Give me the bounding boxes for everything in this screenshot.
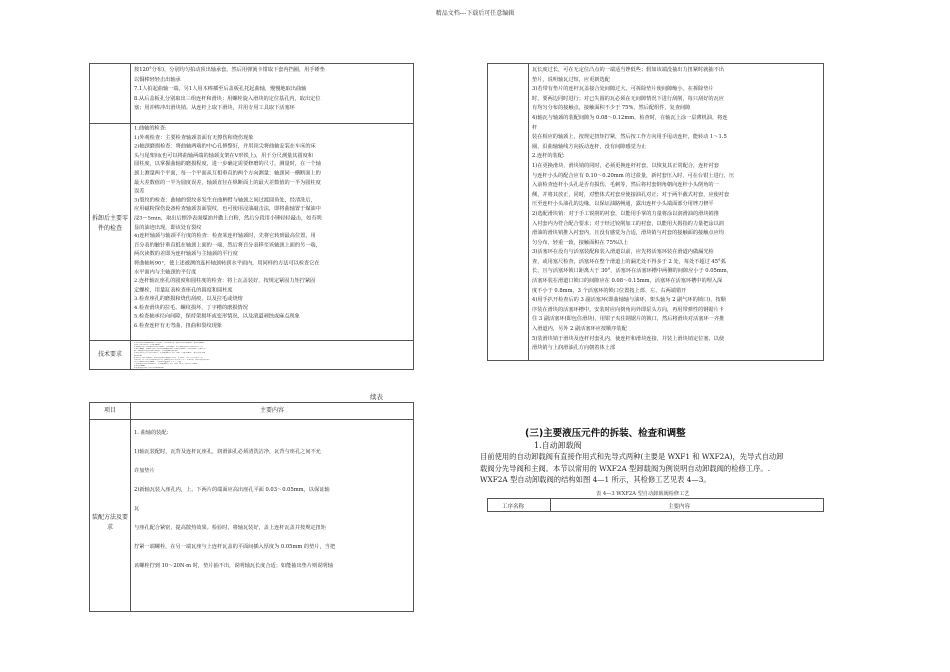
para-line: 目前使用的自动卸载阀有直接作用式和先导式两种(主要是 WXF1 和 WXF2A)，先导式自动卸 [480,452,784,461]
text-line: 百分表的触针垂直抵在轴颈上面的一端，然后将百分表移至该轴颈上面的另一端， [134,242,321,249]
text-line: 4)轴瓦与轴颈的装配间隙为 0.08～0.12mm，检查时，在轴瓦上涂一层薄机油，将连 [532,114,728,121]
text-line: 时，要两边同时进行；对已失圆的瓦必须在无间隙情况下进行刮削，每只刮好的瓦应 [532,95,724,102]
text-line: 水平面内与主轴颈的平行度 [134,269,197,276]
text-line: 4.检查滑块的拉毛、螺纹损坏，丁字槽的磨损情况 [134,305,248,311]
text-line: 2.连杆的装配: [532,153,565,160]
text-line: 住 3 副活塞环(即包住滑块)，用钳子夹住钢锯片的锁口，然后将滑块对活塞环一齐推 [532,316,725,323]
text-line: 5.检查轴承径向间隙，保持架损坏或变形情况，以及滚道剥蚀或麻点现象 [134,314,300,320]
row-check-label: 拆卸后主要零件的检查 [92,215,128,232]
text-line: 3.连杆的孔育应光滑无斑点，表面粗糙度不低于 Ra，且磨性适宜，会放表面无裂 [134,352,206,355]
text-line: 6.滑块的表面应无拉毛或烧蚀现象 [134,367,164,369]
text-line: 2)轴颈磨损检查：将曲轴两端的中心孔修整好，并用顶尖将曲轴安装在车床的床 [134,143,316,150]
text-line: 度不小于 0.8mm，3 个活塞环的锁口位置按上部、左、右两端错开 [532,287,687,294]
page-header: 精品文档---下载后可任意编辑 [435,10,515,17]
text-line: 误差 [134,188,145,195]
text-line: 序装在滑块的活塞环槽中，安装时应向倒角向外即泵头方向，再用带弹性的钢锯片卡 [532,306,724,313]
text-line: 0.03%；在与此平面垂直的方面，轴线的平行度误差不大于 0.06%，座孔的圆度和圆 [134,358,210,361]
assembly-content [134,424,412,609]
text-line: 瓦长度过长，可在无定位凸点的一端适当锉低些；假如该端没抽出力扭紧时就抽不出 [532,67,724,73]
text-line: 2.曲轴表面不得有裂纹和明显痕迹，其主轴颈、连杆轴颈的圆度和圆柱度不大于 [134,346,204,349]
assembly-label: 装配方法及要求 [92,514,128,531]
text-line: 磨，曲轴的过渡圆角必须圆滑，表面粗糙度是 Ra [134,350,178,353]
text-line: 与连杆小头的配合应有 0.10～0.20mm 的过盈量，新衬套压入时，可在台钳上进行，压 [532,172,735,179]
row-check-content [134,125,412,339]
text-line: 该螺栓拧到 10～20N·m 时，垫片抽不出，说明轴瓦长度合适；如能抽出垫片则说明轴 [134,563,333,569]
right-table-col-divider [528,64,529,360]
text-line: 两次读数的差即为连杆轴颈与主轴颈的平行度 [134,251,238,258]
text-line: 1.检修时所有轴承座圈上应更换，复用时必须严格检查内外圈滚道，滚柱或钢球 [134,342,204,344]
section-paragraph [480,451,860,486]
text-line: 最大差数值的一半为圆度误差，轴颈直径在纵断面上的最大差数值的一半为圆柱度 [134,179,321,186]
row-tech-label: 技术要求 [97,351,122,358]
text-line: 1. 曲轴的装配: [134,430,169,436]
text-line: 与座孔配合紧密，提高散热效果。检验时，将轴瓦装好，盖上连杆瓦盖并按规定扭矩 [134,525,326,531]
text-line: 8.从后盖板孔分别取出三组连杆和滑块；用螺栓旋入滑块的定位基孔内，取出定位 [134,95,321,102]
text-line: 许加垫片 [134,468,155,474]
text-line: 杆 [532,124,538,131]
text-line: 0.0025mm [134,365,145,368]
right-table-content [532,66,822,360]
text-line: 侧，并将其放正，同时，对整体式衬套应使接油孔对正；对于两半截式衬套，应使衬套 [532,191,730,198]
mini-col-content: 主要内容 [668,504,691,510]
mini-table [487,498,824,512]
text-line: 活塞环装在滑道口锁口的间隙应在 0.08～0.15mm，活塞环在活塞环槽中的埋入深 [532,278,723,285]
text-line: 6.检查连杆有无弯曲、扭曲和裂纹现象 [134,323,222,329]
lower-table [89,402,414,612]
text-line: 0.025mm，对轴颈表面上稍有微细裂纹需经光磨修消除时，应按修理尺寸进行光 [134,348,206,351]
text-line: 头与尾架间(也可以将曲轴两端的轴颈支架在V形铁上)，用千分尺测量其圆度和 [134,152,313,159]
text-line: 3.检查座孔的磨损和烧伤刮痕，以及拉毛或烧熔 [134,296,243,302]
text-line: 定螺栓，用量缸表检查座孔的圆度和圆柱度 [134,287,233,294]
row-tech-content [134,342,412,369]
text-line: 5)装滑块销于滑块及连杆衬套孔内，使连杆和滑块连接，并装上滑块销定位塞，以使 [532,335,725,342]
row-divider [90,340,413,341]
continued-label: 续表 [370,393,383,401]
text-line: 2)选配滑块销：对于手工锐削的衬套，以能用手掌的力量将涂以润滑油的滑块销推 [532,210,719,217]
text-line: 塞；用冲棒冲出滑块销。从连杆上取下滑块，并用专用工具取下活塞环 [134,105,295,112]
text-line: 入前检查连杆小头孔是否有损伤、毛刺等，然后将衬套倒角朝向连杆小头倒角的一 [532,182,719,189]
text-line: 3)裂纹的检查：曲轴的裂纹多发生在曲柄臂与轴颈之间过渡圆角处，经清洗后， [134,197,316,204]
text-line: 显的油迹出现，即该处有裂纹 [134,224,202,231]
text-line: 颈上测量两个平面，每一个平面从互相垂直的两个方向测量：轴颈同一横断面上的 [134,170,321,177]
col-header-content: 主要内容 [259,407,284,414]
text-line: 4)连杆轴颈与轴颈平行度的检查：检查某连杆轴颈时，先将它转到最高位置，用 [134,233,316,240]
col-header-item: 项目 [103,407,116,414]
right-table [487,63,824,361]
text-line: 滑油的滑块销推入衬套内，且没有感觉为合适，滑块销与衬套的接触面的接触点应均 [532,230,724,237]
text-line: 5.滑块销表面无锈蚀斑点，表面粗糙度不低于 Ra，圆度，圆柱度不超过 [134,362,198,365]
text-line: 按120°分布)，分别均匀拍动顶出轴承套。然后用弹簧卡钳取下套内挡圈，用手锤垫 [134,67,325,73]
para-line: WXF2A 型自动卸载阀的结构如图 4—1 所示，其检修工艺见表 4—3。 [480,475,711,485]
text-line: 7.1人拍起曲轴一端，另1人用木棒插至后盖板孔托起曲轴，慢慢地取出曲轴 [134,86,307,93]
text-line: 垫片，说明轴瓦过短，应更新选配 [532,76,610,83]
text-line: 将曲轴转90°，使上述被测的连杆轴颈转到水平面内，用同样的方法可以检查它在 [134,260,320,267]
table-caption: 表 4—3 WXF2A 型自动卸载阀检修工艺 [596,491,690,497]
text-line: 1.曲轴的检查: [134,125,167,132]
text-line: 浸3～5min，取出后擦净表面煤油并撒上白粉，然后分段用小锤轻轻敲击，如有明 [134,215,322,222]
text-line: 3)活塞环在没有与活塞装配和装入滑道以前，应先将活塞环装在滑道内做漏光检 [532,249,714,256]
text-line: 柱度不超过 0.025mm，三组连杆重量差不大于 75g [134,360,181,363]
text-line: 应用磁粉探伤设备检查轴颈表面裂纹，也可使用浸油敲击法，即将曲轴置于煤油中 [134,206,321,213]
text-line: 表面不得有擦伤、点蚀等缺陷 [134,344,161,347]
para-line: 载阀分先导阀和主阀。本节以常用的 WXF2A 型卸载阀为例说明自动卸载阀的检修工序。. [480,463,771,473]
header-divider [90,419,413,420]
text-line: 4.连杆不得出现裂纹，连杆两端座孔轴线应在同一平面内，其平行度误差不大于 [134,356,204,359]
text-line: 长，且与活塞环锁口距离大于 30°，活塞环在活塞环槽中两侧的间隙应小于 0.05mm， [532,268,732,275]
text-line: 缝和砂眼 [134,354,143,357]
text-line: 1)轴瓦装配时，瓦背及连杆瓦座孔，润滑油孔必须清洗洁净，瓦背与座孔之间不允 [134,449,321,455]
mini-col-process: 工序名称 [502,504,525,510]
left-table [89,63,414,370]
text-line: 以铜棒轻轻击出轴承 [134,76,181,83]
lower-table-col-divider [130,403,131,611]
section-title: (三)主要液压元件的拆装、检查和调整 [525,428,686,439]
section-subtitle: 1.自动卸载阀 [534,441,582,450]
left-table-col-divider [130,64,131,369]
text-line: 1)外观检查：主要检查轴颈表面有无擦伤和烧伤现象 [134,134,254,141]
text-line: 滑块销与上润滑油孔方向朝着体上部 [532,345,616,352]
text-line: 瓦 [134,506,140,512]
text-line: 压至连杆小头油孔的边缘，以保证油路畅通，露出连杆小头端面部分用锉刀修平 [532,201,714,208]
text-line: 圆柱度，以掌握曲轴的磨损程度，进一步确定需要修磨的尺寸。测量时，在一个轴 [134,161,321,168]
text-line: 有均匀分布的接触点，接触面积不少于 75%，然后配组件，复查间隙 [532,105,691,112]
text-line: 匀分布，轻重一致，接触面积在 75%以上 [532,239,629,246]
text-line: 入衬套内为符合配合要求；对于经过铰削加工的衬套，以能用大拇指的力量把涂以润 [532,220,724,227]
row-top-content [134,66,412,122]
text-line: 查，或用塞尺检查，活塞环在整个滑道上的漏光处不得多于 2 处，每处不超过 45°弧 [532,258,726,265]
text-line: 2)新轴瓦装入座孔内，上、下两片的端面应高出座孔平面 0.03～0.05mm，以保证轴 [134,487,330,493]
text-line: 拧紧一端螺栓，在另一端瓦座与上连杆瓦盖的平面间插入厚度为 0.05mm 的垫片，当把 [134,544,336,550]
mini-table-divider [550,499,551,511]
text-line: 4)用手扒开检查后的 3 副活塞环(即曲轴轴与油环，架头轴为 2 副气环的锁口)，按顺 [532,297,726,304]
text-line: 装在相应的轴颈上，按规定扭矩拧紧，然后按工作方向用手甩动连杆，能转动 1～1.5 [532,134,727,141]
text-line: 3)若带有垫片的连杆瓦盖接合处间隙过大，可拆除垫片使间隙缩小。在拆除垫片 [532,86,714,93]
text-line: 1)在更换滑块、滑块销的同时，必须更换连杆衬套，以恢复其正常配合，连杆衬套 [532,162,719,169]
text-line: 圈，沿曲轴轴线方向扳动连杆，没有间隙感觉为止 [532,143,647,150]
text-line: 2.连杆轴瓦座孔的圆度和圆柱度的检查：将上瓦盖装好，按规定紧固力矩拧紧固 [134,278,316,285]
text-line: 入滑道内，另外 2 副活塞环应按顺序装配 [532,326,627,333]
row-divider [90,123,413,124]
